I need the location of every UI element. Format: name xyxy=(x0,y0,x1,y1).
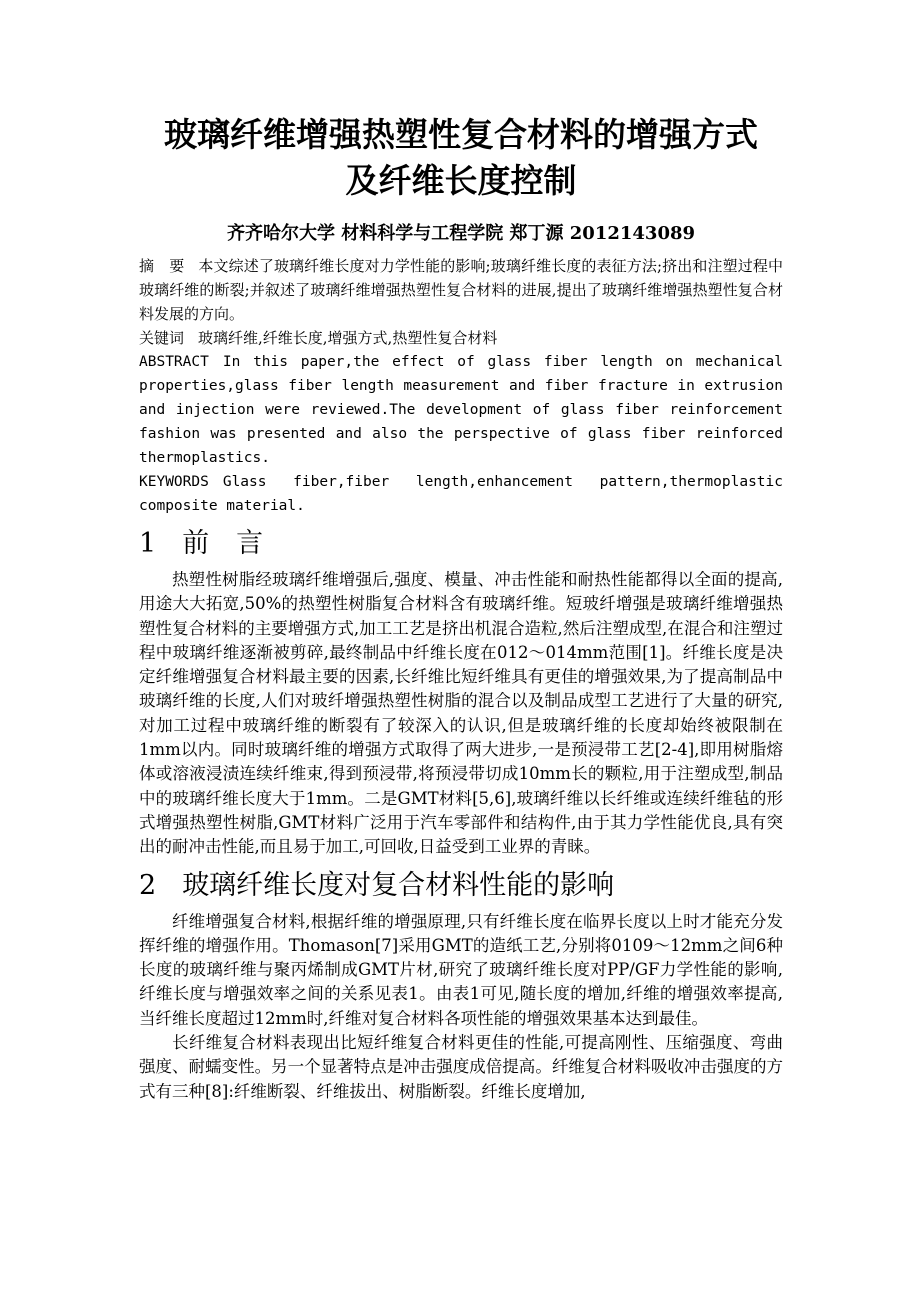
section-1-paragraph: 热塑性树脂经玻璃纤维增强后,强度、模量、冲击性能和耐热性能都得以全面的提高,用途大大拓宽,50%的热塑性树脂复合材料含有玻璃纤维。短玻纤增强是玻璃纤维增强热塑性复合材料的主要增强方式,加工工艺是挤出机混合造粒,然后注塑成型,在混合和注塑过程中玻璃纤维逐渐被剪碎,最终制品中纤维长度在012～014mm范围[1]。纤维长度是决定纤维增强复合材料最主要的因素,长纤维比短纤维具有更佳的增强效果,为了提高制品中玻璃纤维的长度,人们对玻纤增强热塑性树脂的混合以及制品成型工艺进行了大量的研究,对加工过程中玻璃纤维的断裂有了较深入的认识,但是玻璃纤维的长度却始终被限制在1mm以内。同时玻璃纤维的增强方式取得了两大进步,一是预浸带工艺[2-4],即用树脂熔体或溶液浸渍连续纤维束,得到预浸带,将预浸带切成10mm长的颗粒,用于注塑成型,制品中的玻璃纤维长度大于1mm。二是GMT材料[5,6],玻璃纤维以长纤维或连续纤维毡的形式增强热塑性树脂,GMT材料广泛用于汽车零部件和结构件,由于其力学性能优良,具有突出的耐冲击性能,而且易于加工,可回收,日益受到工业界的青睐。 xyxy=(139,570,783,857)
keywords-en-label: KEYWORDS xyxy=(139,474,209,490)
abstract-en-label: ABSTRACT xyxy=(139,354,209,370)
keywords-en xyxy=(139,470,783,518)
keywords-cn xyxy=(139,326,783,350)
section-1-number: 1 xyxy=(139,528,157,559)
section-2-number: 2 xyxy=(139,869,157,901)
title-line-1: 玻璃纤维增强热塑性复合材料的增强方式 xyxy=(164,115,758,154)
section-1-heading xyxy=(139,526,783,562)
abstract-en-text: In this paper,the effect of glass fiber length on mechanical properties,glass fiber length measurement and fiber fracture in extrusion and injection were reviewed.The development of glass fiber reinforcement fashion was presented and also the perspective of glass fiber reinforced thermoplastics. xyxy=(139,354,783,466)
abstract-en xyxy=(139,350,783,470)
section-2-heading xyxy=(139,868,783,904)
keywords-cn-label: 关键词 xyxy=(139,329,185,347)
abstract-block xyxy=(139,254,783,518)
section-1-title: 前 言 xyxy=(182,528,264,559)
author-line: 齐齐哈尔大学 材料科学与工程学院 郑丁源 2012143089 xyxy=(226,223,696,244)
section-2-title: 玻璃纤维长度对复合材料性能的影响 xyxy=(182,869,615,901)
title-line-2: 及纤维长度控制 xyxy=(345,161,577,200)
paper-title xyxy=(139,112,783,204)
keywords-cn-text: 玻璃纤维,纤维长度,增强方式,热塑性复合材料 xyxy=(198,329,498,347)
keywords-en-text: Glass fiber,fiber length,enhancement pattern,thermoplastic composite material. xyxy=(139,474,783,514)
section-1-body xyxy=(139,568,783,860)
section-2-body xyxy=(139,910,783,1104)
abstract-cn xyxy=(139,254,783,326)
section-2-paragraph: 长纤维复合材料表现出比短纤维复合材料更佳的性能,可提高刚性、压缩强度、弯曲强度、耐蠕变性。另一个显著特点是冲击强度成倍提高。纤维复合材料吸收冲击强度的方式有三种[8]:纤维断裂、纤维拔出、树脂断裂。纤维长度增加, xyxy=(139,1033,783,1101)
section-2-paragraph: 纤维增强复合材料,根据纤维的增强原理,只有纤维长度在临界长度以上时才能充分发挥纤维的增强作用。Thomason[7]采用GMT的造纸工艺,分别将0109～12mm之间6种长度的玻璃纤维与聚丙烯制成GMT片材,研究了玻璃纤维长度对PP/GF力学性能的影响,纤维长度与增强效率之间的关系见表1。由表1可见,随长度的增加,纤维的增强效率提高,当纤维长度超过12mm时,纤维对复合材料各项性能的增强效果基本达到最佳。 xyxy=(139,911,783,1028)
paper-page xyxy=(139,112,783,1104)
abstract-cn-text: 本文综述了玻璃纤维长度对力学性能的影响;玻璃纤维长度的表征方法;挤出和注塑过程中玻璃纤维的断裂;并叙述了玻璃纤维增强热塑性复合材料的进展,提出了玻璃纤维增强热塑性复合材料发展的方向。 xyxy=(139,257,783,323)
abstract-cn-label: 摘 要 xyxy=(139,257,185,275)
